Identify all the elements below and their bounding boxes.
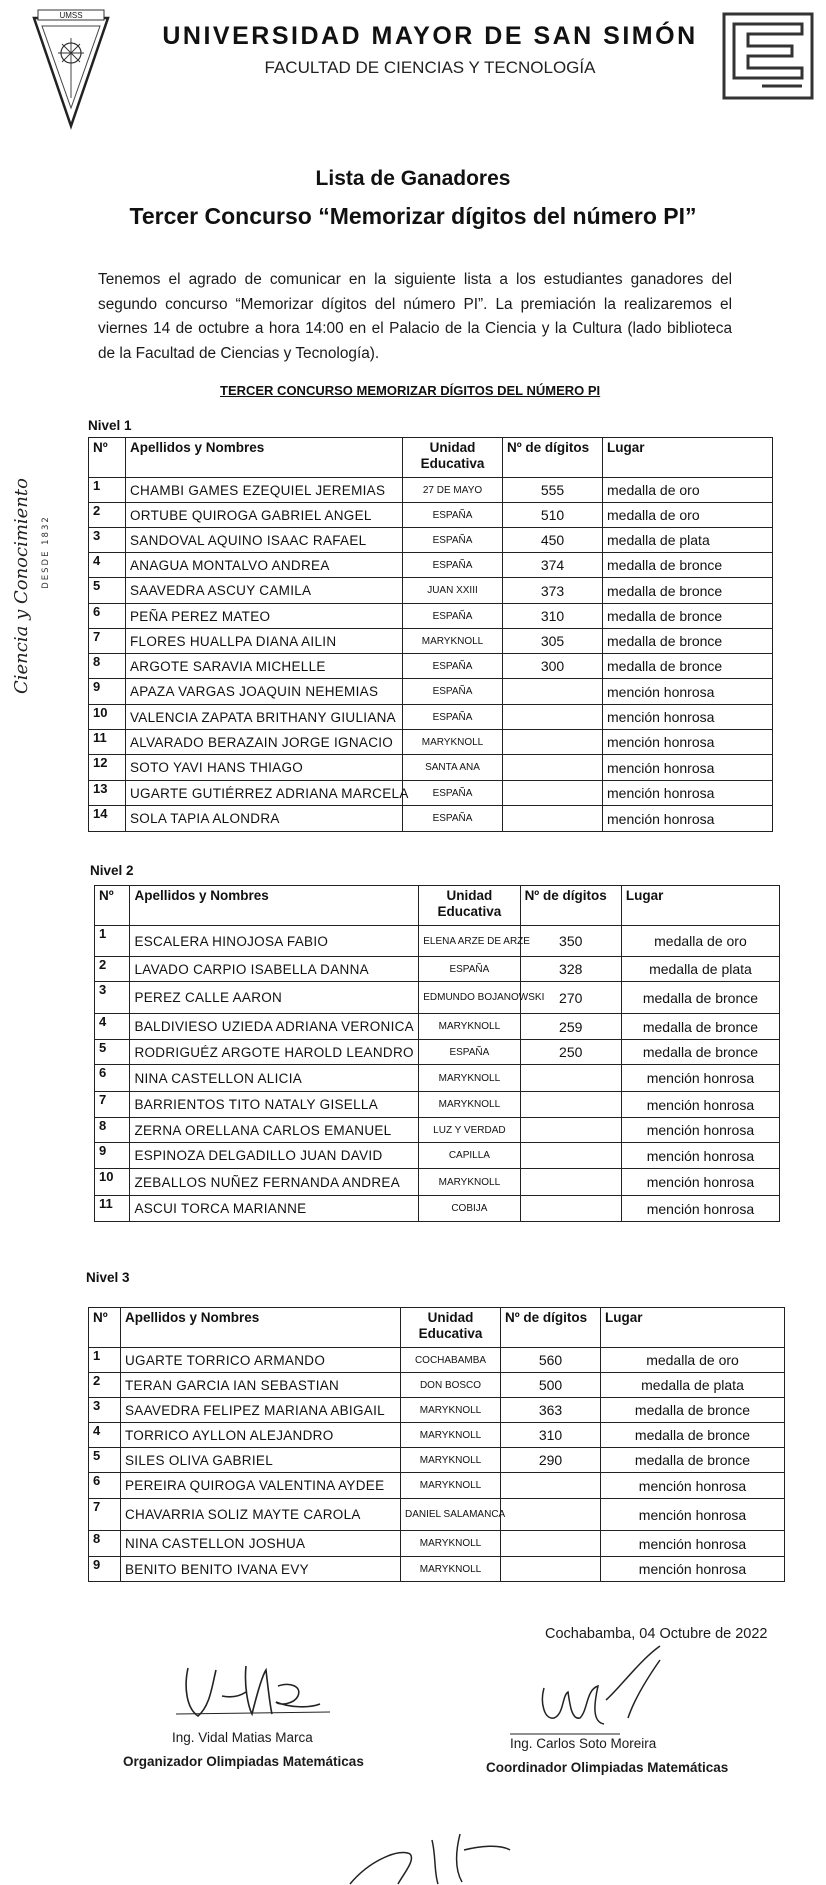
digit-count	[503, 781, 603, 806]
table-header-row	[89, 438, 773, 478]
student-name: ZEBALLOS NUÑEZ FERNANDA ANDREA	[130, 1169, 419, 1196]
signature-3	[340, 1820, 540, 1885]
row-number: 5	[95, 1040, 130, 1065]
digit-count	[520, 1118, 621, 1143]
award-place: medalla de bronce	[603, 578, 773, 604]
digit-count	[503, 730, 603, 755]
school-name: LUZ Y VERDAD	[419, 1118, 520, 1143]
digit-count: 560	[501, 1348, 601, 1373]
student-name: ZERNA ORELLANA CARLOS EMANUEL	[130, 1118, 419, 1143]
digit-count	[503, 705, 603, 730]
digit-count: 310	[503, 604, 603, 629]
student-name: ESCALERA HINOJOSA FABIO	[130, 926, 419, 957]
document-title: Lista de Ganadores	[315, 167, 511, 190]
row-number: 8	[89, 654, 126, 679]
award-place: medalla de oro	[603, 503, 773, 528]
digit-count: 305	[503, 629, 603, 654]
column-header-name: Apellidos y Nombres	[121, 1308, 401, 1348]
table-row	[89, 781, 773, 806]
award-place: mención honrosa	[601, 1531, 785, 1557]
school-name: SANTA ANA	[403, 755, 503, 781]
footer-date: Cochabamba, 04 Octubre de 2022	[545, 1626, 768, 1642]
student-name: BALDIVIESO UZIEDA ADRIANA VERONICA	[130, 1014, 419, 1040]
row-number: 2	[95, 957, 130, 982]
award-place: mención honrosa	[603, 730, 773, 755]
table-row	[95, 1014, 780, 1040]
award-place: medalla de bronce	[603, 604, 773, 629]
row-number: 11	[95, 1196, 130, 1222]
row-number: 6	[89, 604, 126, 629]
school-name: DON BOSCO	[401, 1373, 501, 1398]
table-header-row	[95, 886, 780, 926]
student-name: SILES OLIVA GABRIEL	[121, 1448, 401, 1473]
award-place: medalla de bronce	[621, 1014, 779, 1040]
award-place: mención honrosa	[621, 1196, 779, 1222]
table-row	[95, 1092, 780, 1118]
table-row	[89, 629, 773, 654]
student-name: FLORES HUALLPA DIANA AILIN	[126, 629, 403, 654]
table-row	[95, 926, 780, 957]
faculty-logo	[722, 12, 814, 100]
student-name: ORTUBE QUIROGA GABRIEL ANGEL	[126, 503, 403, 528]
shield-text: UMSS	[59, 11, 83, 20]
school-name: ESPAÑA	[419, 957, 520, 982]
row-number: 10	[95, 1169, 130, 1196]
student-name: CHAMBI GAMES EZEQUIEL JEREMIAS	[126, 478, 403, 503]
student-name: BARRIENTOS TITO NATALY GISELLA	[130, 1092, 419, 1118]
row-number: 4	[89, 553, 126, 578]
table-row	[89, 679, 773, 705]
school-name: DANIEL SALAMANCA	[401, 1499, 501, 1531]
award-place: medalla de bronce	[601, 1423, 785, 1448]
student-name: TERAN GARCIA IAN SEBASTIAN	[121, 1373, 401, 1398]
row-number: 5	[89, 578, 126, 604]
university-name: UNIVERSIDAD MAYOR DE SAN SIMÓN	[162, 22, 698, 50]
school-name: ESPAÑA	[403, 553, 503, 578]
column-header-name: Apellidos y Nombres	[130, 886, 419, 926]
table-row	[89, 705, 773, 730]
student-name: VALENCIA ZAPATA BRITHANY GIULIANA	[126, 705, 403, 730]
award-place: medalla de bronce	[601, 1398, 785, 1423]
school-name: COCHABAMBA	[401, 1348, 501, 1373]
school-name: MARYKNOLL	[401, 1557, 501, 1582]
level-1-label: Nivel 1	[88, 418, 132, 433]
school-name: MARYKNOLL	[401, 1473, 501, 1499]
document-subtitle: Tercer Concurso “Memorizar dígitos del número PI”	[129, 203, 697, 229]
student-name: ANAGUA MONTALVO ANDREA	[126, 553, 403, 578]
column-header-place: Lugar	[601, 1308, 785, 1348]
award-place: medalla de bronce	[603, 654, 773, 679]
row-number: 7	[95, 1092, 130, 1118]
list-title: TERCER CONCURSO MEMORIZAR DÍGITOS DEL NÚMERO PI	[220, 383, 601, 398]
student-name: PEÑA PEREZ MATEO	[126, 604, 403, 629]
table-row	[89, 604, 773, 629]
row-number: 3	[89, 528, 126, 553]
student-name: PEREZ CALLE AARON	[130, 982, 419, 1014]
table-row	[95, 957, 780, 982]
digit-count: 259	[520, 1014, 621, 1040]
award-place: mención honrosa	[601, 1473, 785, 1499]
digit-count: 328	[520, 957, 621, 982]
side-motto-text: Ciencia y Conocimiento	[11, 478, 32, 694]
school-name: ESPAÑA	[403, 781, 503, 806]
school-name: EDMUNDO BOJANOWSKI	[419, 982, 520, 1014]
university-shield-logo	[30, 8, 112, 130]
student-name: SAAVEDRA ASCUY CAMILA	[126, 578, 403, 604]
digit-count	[520, 1065, 621, 1092]
student-name: NINA CASTELLON ALICIA	[130, 1065, 419, 1092]
column-header-place: Lugar	[621, 886, 779, 926]
signer-2-role: Coordinador Olimpiadas Matemáticas	[486, 1760, 729, 1775]
school-name: ESPAÑA	[403, 503, 503, 528]
award-place: mención honrosa	[621, 1143, 779, 1169]
row-number: 7	[89, 1499, 121, 1531]
award-place: mención honrosa	[603, 755, 773, 781]
student-name: SANDOVAL AQUINO ISAAC RAFAEL	[126, 528, 403, 553]
table-row	[89, 1531, 785, 1557]
award-place: medalla de plata	[601, 1373, 785, 1398]
column-header-school: Unidad Educativa	[419, 886, 520, 926]
row-number: 6	[89, 1473, 121, 1499]
table-row	[89, 478, 773, 503]
table-row	[89, 578, 773, 604]
row-number: 1	[89, 1348, 121, 1373]
row-number: 14	[89, 806, 126, 832]
side-since	[33, 492, 51, 612]
results-table-level-2	[94, 885, 780, 1222]
award-place: mención honrosa	[621, 1092, 779, 1118]
table-row	[89, 730, 773, 755]
table-row	[89, 1373, 785, 1398]
digit-count	[503, 806, 603, 832]
school-name: COBIJA	[419, 1196, 520, 1222]
student-name: UGARTE TORRICO ARMANDO	[121, 1348, 401, 1373]
row-number: 2	[89, 1373, 121, 1398]
level-3-label: Nivel 3	[86, 1270, 130, 1285]
school-name: MARYKNOLL	[403, 629, 503, 654]
table-row	[89, 503, 773, 528]
student-name: SAAVEDRA FELIPEZ MARIANA ABIGAIL	[121, 1398, 401, 1423]
column-header-digits: Nº de dígitos	[501, 1308, 601, 1348]
school-name: 27 DE MAYO	[403, 478, 503, 503]
row-number: 4	[95, 1014, 130, 1040]
row-number: 11	[89, 730, 126, 755]
student-name: UGARTE GUTIÉRREZ ADRIANA MARCELA	[126, 781, 403, 806]
student-name: SOLA TAPIA ALONDRA	[126, 806, 403, 832]
student-name: APAZA VARGAS JOAQUIN NEHEMIAS	[126, 679, 403, 705]
digit-count: 500	[501, 1373, 601, 1398]
table-row	[95, 1118, 780, 1143]
digit-count: 555	[503, 478, 603, 503]
digit-count: 373	[503, 578, 603, 604]
table-row	[89, 1473, 785, 1499]
row-number: 1	[89, 478, 126, 503]
column-header-digits: Nº de dígitos	[503, 438, 603, 478]
table-row	[89, 654, 773, 679]
results-table-level-1	[88, 437, 773, 832]
award-place: mención honrosa	[601, 1499, 785, 1531]
award-place: medalla de oro	[601, 1348, 785, 1373]
digit-count	[501, 1499, 601, 1531]
student-name: ESPINOZA DELGADILLO JUAN DAVID	[130, 1143, 419, 1169]
column-header-school: Unidad Educativa	[401, 1308, 501, 1348]
table-row	[89, 1423, 785, 1448]
digit-count	[520, 1092, 621, 1118]
digit-count	[520, 1143, 621, 1169]
row-number: 13	[89, 781, 126, 806]
student-name: BENITO BENITO IVANA EVY	[121, 1557, 401, 1582]
faculty-name: FACULTAD DE CIENCIAS Y TECNOLOGÍA	[264, 58, 596, 77]
table-row	[89, 806, 773, 832]
row-number: 8	[89, 1531, 121, 1557]
school-name: MARYKNOLL	[419, 1092, 520, 1118]
signature-1	[170, 1656, 340, 1726]
school-name: ESPAÑA	[403, 806, 503, 832]
row-number: 3	[95, 982, 130, 1014]
level-2-label: Nivel 2	[90, 863, 134, 878]
school-name: MARYKNOLL	[401, 1423, 501, 1448]
student-name: CHAVARRIA SOLIZ MAYTE CAROLA	[121, 1499, 401, 1531]
award-place: medalla de bronce	[603, 629, 773, 654]
digit-count	[501, 1557, 601, 1582]
digit-count: 350	[520, 926, 621, 957]
column-header-num: Nº	[89, 438, 126, 478]
digit-count: 250	[520, 1040, 621, 1065]
intro-paragraph: Tenemos el agrado de comunicar en la siguiente lista a los estudiantes ganadores del segundo concurso “Memorizar dígitos del número PI”. La premiación la realizaremos el viernes 14 de octubre a hora 14:00 en el Palacio de la Ciencia y la Cultura (lado biblioteca de la Facultad de Ciencias y Tecnología).	[98, 271, 732, 362]
school-name: ESPAÑA	[403, 654, 503, 679]
column-header-digits: Nº de dígitos	[520, 886, 621, 926]
award-place: medalla de bronce	[621, 1040, 779, 1065]
award-place: medalla de bronce	[621, 982, 779, 1014]
award-place: mención honrosa	[621, 1169, 779, 1196]
award-place: medalla de bronce	[603, 553, 773, 578]
award-place: medalla de oro	[603, 478, 773, 503]
school-name: ESPAÑA	[403, 528, 503, 553]
signer-1-name: Ing. Vidal Matias Marca	[172, 1730, 313, 1745]
student-name: SOTO YAVI HANS THIAGO	[126, 755, 403, 781]
row-number: 7	[89, 629, 126, 654]
row-number: 9	[89, 679, 126, 705]
table-row	[95, 1065, 780, 1092]
school-name: MARYKNOLL	[419, 1065, 520, 1092]
digit-count: 300	[503, 654, 603, 679]
digit-count	[520, 1169, 621, 1196]
side-since-text: DESDE 1832	[41, 515, 51, 589]
student-name: LAVADO CARPIO ISABELLA DANNA	[130, 957, 419, 982]
school-name: ESPAÑA	[419, 1040, 520, 1065]
table-row	[95, 1143, 780, 1169]
table-row	[95, 982, 780, 1014]
digit-count: 363	[501, 1398, 601, 1423]
row-number: 8	[95, 1118, 130, 1143]
signature-2	[510, 1640, 690, 1740]
row-number: 9	[89, 1557, 121, 1582]
table-row	[95, 1196, 780, 1222]
row-number: 6	[95, 1065, 130, 1092]
row-number: 10	[89, 705, 126, 730]
digit-count	[503, 679, 603, 705]
table-row	[95, 1040, 780, 1065]
column-header-school: Unidad Educativa	[403, 438, 503, 478]
school-name: CAPILLA	[419, 1143, 520, 1169]
award-place: mención honrosa	[621, 1065, 779, 1092]
row-number: 4	[89, 1423, 121, 1448]
column-header-place: Lugar	[603, 438, 773, 478]
digit-count	[503, 755, 603, 781]
table-row	[89, 1348, 785, 1373]
award-place: mención honrosa	[603, 806, 773, 832]
row-number: 2	[89, 503, 126, 528]
award-place: medalla de plata	[603, 528, 773, 553]
school-name: ESPAÑA	[403, 705, 503, 730]
table-row	[89, 1398, 785, 1423]
results-table-level-3	[88, 1307, 785, 1582]
table-row	[89, 1448, 785, 1473]
school-name: ELENA ARZE DE ARZE	[419, 926, 520, 957]
digit-count	[501, 1531, 601, 1557]
table-row	[89, 553, 773, 578]
award-place: medalla de bronce	[601, 1448, 785, 1473]
row-number: 1	[95, 926, 130, 957]
digit-count: 310	[501, 1423, 601, 1448]
table-row	[89, 1499, 785, 1531]
student-name: ARGOTE SARAVIA MICHELLE	[126, 654, 403, 679]
signer-2-name: Ing. Carlos Soto Moreira	[510, 1736, 657, 1751]
table-row	[89, 528, 773, 553]
student-name: RODRIGUÉZ ARGOTE HAROLD LEANDRO	[130, 1040, 419, 1065]
school-name: MARYKNOLL	[401, 1531, 501, 1557]
table-row	[89, 1557, 785, 1582]
digit-count: 450	[503, 528, 603, 553]
school-name: MARYKNOLL	[419, 1014, 520, 1040]
award-place: mención honrosa	[603, 705, 773, 730]
digit-count: 270	[520, 982, 621, 1014]
row-number: 12	[89, 755, 126, 781]
school-name: MARYKNOLL	[419, 1169, 520, 1196]
school-name: MARYKNOLL	[403, 730, 503, 755]
school-name: ESPAÑA	[403, 604, 503, 629]
column-header-num: Nº	[95, 886, 130, 926]
school-name: JUAN XXIII	[403, 578, 503, 604]
student-name: NINA CASTELLON JOSHUA	[121, 1531, 401, 1557]
column-header-num: Nº	[89, 1308, 121, 1348]
award-place: mención honrosa	[601, 1557, 785, 1582]
digit-count	[501, 1473, 601, 1499]
table-header-row	[89, 1308, 785, 1348]
table-row	[89, 755, 773, 781]
digit-count	[520, 1196, 621, 1222]
award-place: mención honrosa	[621, 1118, 779, 1143]
award-place: medalla de oro	[621, 926, 779, 957]
table-row	[95, 1169, 780, 1196]
column-header-name: Apellidos y Nombres	[126, 438, 403, 478]
school-name: MARYKNOLL	[401, 1448, 501, 1473]
school-name: MARYKNOLL	[401, 1398, 501, 1423]
signer-1-role: Organizador Olimpiadas Matemáticas	[123, 1754, 364, 1769]
student-name: ALVARADO BERAZAIN JORGE IGNACIO	[126, 730, 403, 755]
digit-count: 290	[501, 1448, 601, 1473]
row-number: 9	[95, 1143, 130, 1169]
award-place: mención honrosa	[603, 679, 773, 705]
row-number: 5	[89, 1448, 121, 1473]
student-name: TORRICO AYLLON ALEJANDRO	[121, 1423, 401, 1448]
row-number: 3	[89, 1398, 121, 1423]
student-name: PEREIRA QUIROGA VALENTINA AYDEE	[121, 1473, 401, 1499]
school-name: ESPAÑA	[403, 679, 503, 705]
award-place: mención honrosa	[603, 781, 773, 806]
student-name: ASCUI TORCA MARIANNE	[130, 1196, 419, 1222]
digit-count: 374	[503, 553, 603, 578]
award-place: medalla de plata	[621, 957, 779, 982]
digit-count: 510	[503, 503, 603, 528]
